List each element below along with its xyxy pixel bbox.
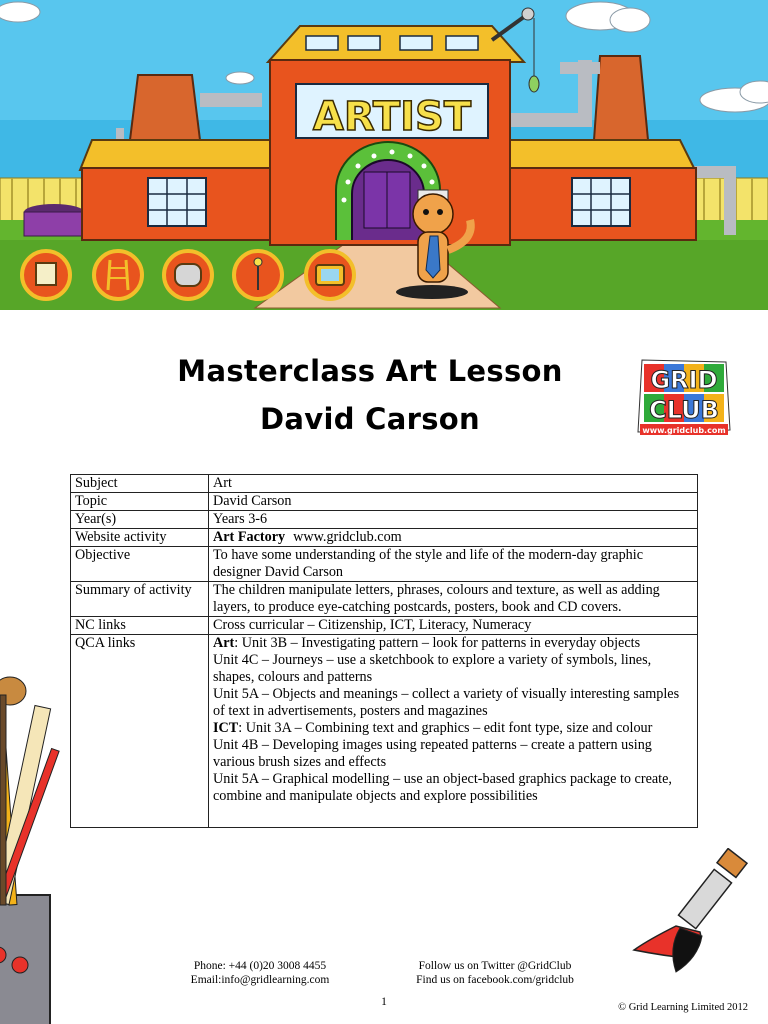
website-url: www.gridclub.com [293,529,402,545]
frame-icon[interactable] [164,251,212,299]
row-value: To have some understanding of the style and life of the modern-day graphic designer David Carson [209,547,698,582]
table-row [71,475,698,493]
row-label: Topic [71,493,209,511]
page-number: 1 [381,996,387,1008]
qca-line: Unit 4B – Developing images using repeated patterns – create a pattern using various brush sizes and effects [213,737,652,770]
qca-line: Unit 4C – Journeys – use a sketchbook to explore a variety of symbols, lines, shapes, colours and patterns [213,652,652,685]
row-label: NC links [71,617,209,635]
lesson-info-table [70,474,698,828]
row-label: Year(s) [71,511,209,529]
svg-text:www.gridclub.com: www.gridclub.com [642,426,726,435]
tv-icon[interactable] [306,251,354,299]
copyright-text: © Grid Learning Limited 2012 [618,1002,748,1013]
ladder-icon[interactable] [94,251,142,299]
table-row [71,529,698,547]
paint-brush-icon [628,848,760,980]
table-row [71,617,698,635]
facebook-link[interactable]: Find us on facebook.com/gridclub [416,974,574,986]
row-value: Art [209,475,698,493]
website-activity-name: Art Factory [213,529,286,545]
row-value [209,635,698,828]
email-link[interactable]: Email:info@gridlearning.com [190,974,330,986]
row-label: Summary of activity [71,582,209,617]
row-label: QCA links [71,635,209,828]
row-label: Website activity [71,529,209,547]
twitter-link[interactable]: Follow us on Twitter @GridClub [418,960,572,972]
row-value: Years 3-6 [209,511,698,529]
art-factory-banner [0,0,768,310]
table-row [71,635,698,828]
row-value [209,529,698,547]
qca-line: Unit 5A – Graphical modelling – use an object-based graphics package to create, combine and manipulate objects and explore possibilities [213,771,672,804]
qca-ict-line: ICT: Unit 3A – Combining text and graphics – edit font type, size and colour [213,720,653,736]
row-value: David Carson [209,493,698,511]
table-row [71,547,698,582]
row-value: The children manipulate letters, phrases, colours and texture, as well as adding layers, to produce eye-catching postcards, posters, book and CD covers. [209,582,698,617]
easel-icon[interactable] [22,251,70,299]
table-row [71,511,698,529]
qca-art-line: Art: Unit 3B – Investigating pattern – look for patterns in everyday objects [213,635,641,651]
phone-text: Phone: +44 (0)20 3008 4455 [193,960,327,972]
lamp-icon[interactable] [234,251,282,299]
page-subtitle: David Carson [260,402,480,436]
row-label: Subject [71,475,209,493]
artist-sign: ARTIST [312,94,472,140]
row-value: Cross curricular – Citizenship, ICT, Literacy, Numeracy [209,617,698,635]
qca-line: Unit 5A – Objects and meanings – collect a variety of visually interesting samples of text in advertisements, posters and magazines [213,686,680,719]
paint-brush-jar-illustration [0,655,80,1024]
row-label: Objective [71,547,209,582]
svg-text:GRID: GRID [650,366,718,394]
table-row [71,493,698,511]
page-title: Masterclass Art Lesson [177,354,563,388]
svg-text:CLUB: CLUB [649,396,719,424]
grid-club-logo [634,358,734,440]
table-row [71,582,698,617]
social-info [385,959,605,987]
contact-info [150,959,370,987]
